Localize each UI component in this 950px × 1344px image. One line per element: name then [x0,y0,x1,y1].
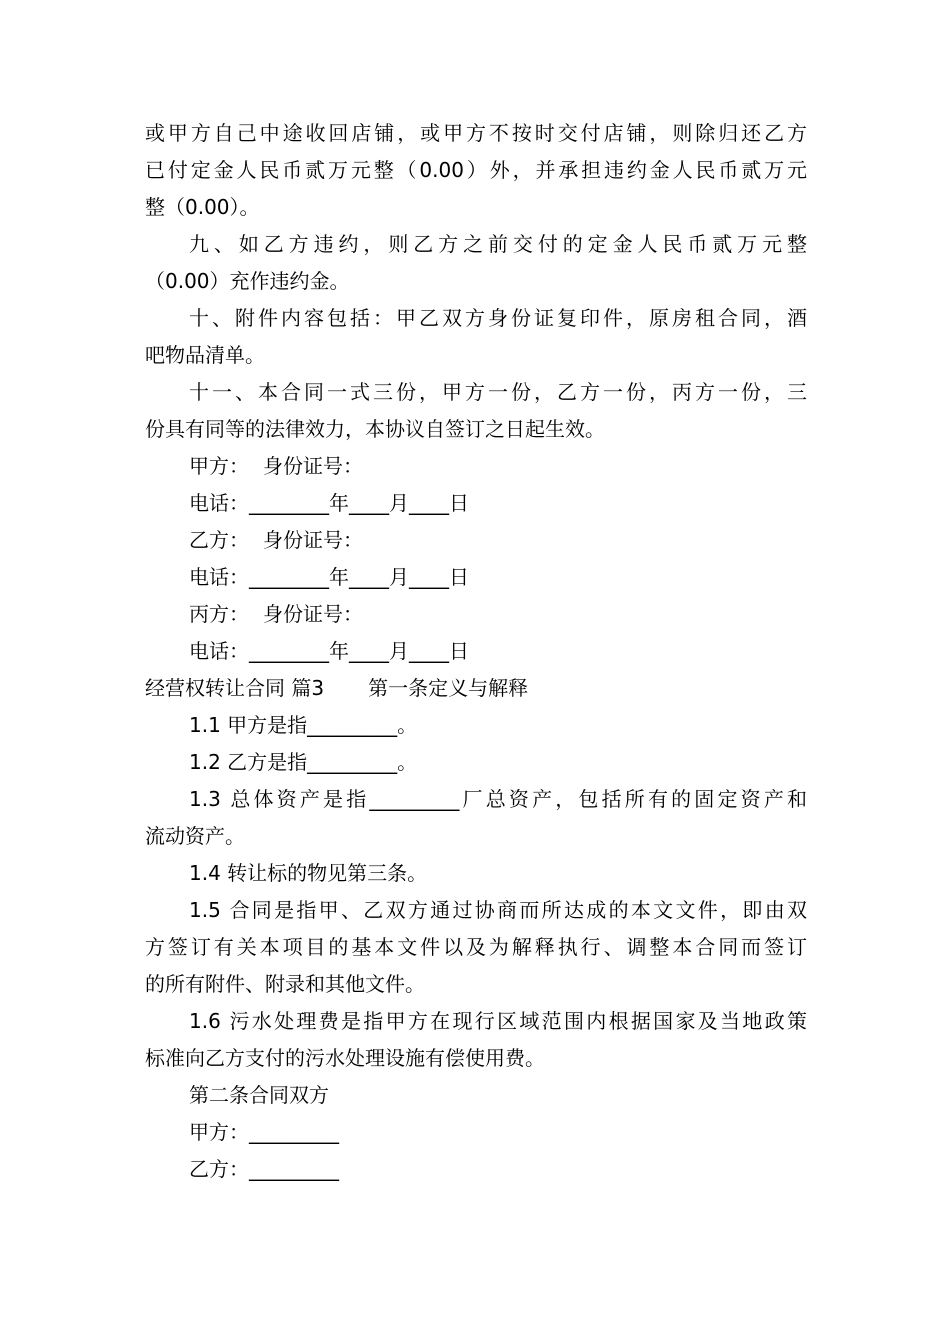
paragraph-line: 吧物品清单。 [145,343,265,367]
phone-date-line: 电话：________年____月____日 [189,491,469,515]
signature-party-b [145,522,807,559]
definition-item: 标准向乙方支付的污水处理设施有偿使用费。 [145,1046,545,1070]
paragraph-line: 或甲方自己中途收回店铺，或甲方不按时交付店铺，则除归还乙方 [145,121,807,145]
definition-item: 方签订有关本项目的基本文件以及为解释执行、调整本合同而签订 [145,935,807,959]
id-label: 身份证号： [263,602,363,626]
paragraph-line: 十一、本合同一式三份，甲方一份，乙方一份，丙方一份，三 [189,380,807,404]
definition-item: 1.2 乙方是指_________。 [189,750,418,774]
phone-date-line: 电话：________年____月____日 [189,565,469,589]
paragraph-line: 整（0.00）。 [145,195,260,219]
party-a-label: 甲方： [189,454,249,478]
id-label: 身份证号： [263,454,363,478]
paragraph-line: 已付定金人民币贰万元整（0.00）外，并承担违约金人民币贰万元 [145,158,807,182]
definition-item: 流动资产。 [145,824,245,848]
section-title: 经营权转让合同 篇3 [145,676,325,700]
signature-party-c [145,596,807,633]
section-heading [145,670,807,707]
signature-party-a [145,448,807,485]
party-c-label: 丙方： [189,602,249,626]
paragraph-line: 份具有同等的法律效力，本协议自签订之日起生效。 [145,417,605,441]
definition-item: 1.3 总体资产是指_________厂总资产，包括所有的固定资产和 [189,787,807,811]
paragraph-line: （0.00）充作违约金。 [145,269,350,293]
party-a-blank: 甲方：_________ [189,1120,339,1144]
paragraph-line: 九、如乙方违约，则乙方之前交付的定金人民币贰万元整 [189,232,807,256]
definition-item: 1.4 转让标的物见第三条。 [189,861,428,885]
document-page [145,115,807,1188]
article-title: 第一条定义与解释 [368,676,529,700]
party-b-label: 乙方： [189,528,249,552]
definition-item: 的所有附件、附录和其他文件。 [145,972,425,996]
article-title: 第二条合同双方 [189,1083,329,1107]
definition-item: 1.1 甲方是指_________。 [189,713,418,737]
id-label: 身份证号： [263,528,363,552]
definition-item: 1.5 合同是指甲、乙双方通过协商而所达成的本文文件，即由双 [189,898,807,922]
paragraph-line: 十、附件内容包括：甲乙双方身份证复印件，原房租合同，酒 [189,306,807,330]
definition-item: 1.6 污水处理费是指甲方在现行区域范围内根据国家及当地政策 [189,1009,807,1033]
phone-date-line: 电话：________年____月____日 [189,639,469,663]
party-b-blank: 乙方：_________ [189,1157,339,1181]
